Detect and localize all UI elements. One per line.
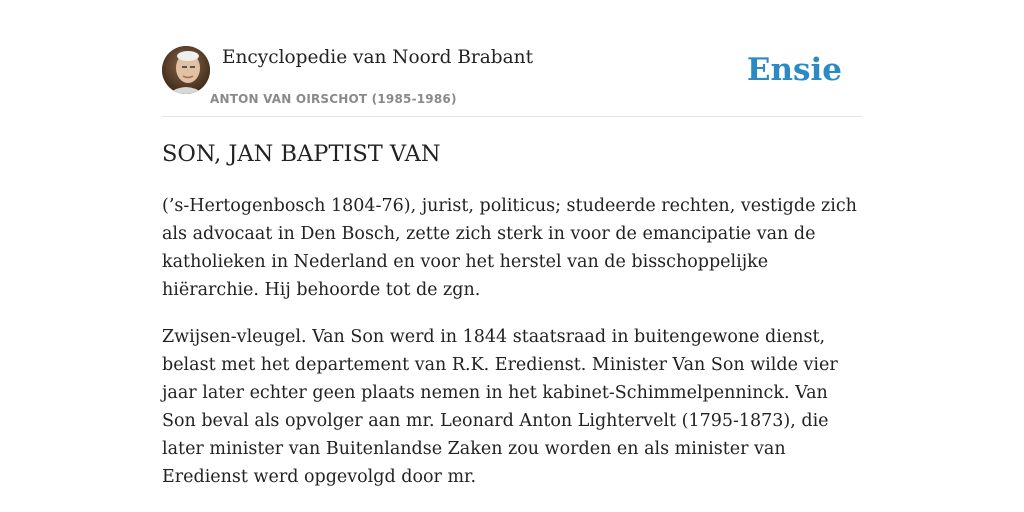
author-name[interactable]: ANTON VAN OIRSCHOT (1985-1986) <box>210 92 457 106</box>
author-avatar[interactable] <box>162 46 210 94</box>
article-paragraph: Zwijsen-vleugel. Van Son werd in 1844 staatsraad in buitengewone dienst, belast met het departement van R.K. Eredienst. Minister Van Son wilde vier jaar later echter geen plaats nemen in het kabinet-Schimmelpenninck. Van Son beval als opvolger aan mr. Leonard Anton Lightervelt (1795-1873), die later minister van Buitenlandse Zaken zou worden en als minister van Eredienst werd opgevolgd door mr. <box>162 327 838 487</box>
article-body <box>162 192 862 510</box>
article-title: SON, JAN BAPTIST VAN <box>162 141 441 167</box>
header <box>162 46 862 117</box>
article-paragraph: (’s-Hertogenbosch 1804-76), jurist, politicus; studeerde rechten, vestigde zich als advocaat in Den Bosch, zette zich sterk in voor de emancipatie van de katholieken in Nederland en voor het herstel van de bisschoppelijke hiërarchie. Hij behoorde tot de zgn. <box>162 196 857 300</box>
encyclopedia-title[interactable]: Encyclopedie van Noord Brabant <box>222 47 534 68</box>
brand-logo[interactable]: Ensie <box>746 52 842 88</box>
avatar-photo <box>162 46 210 94</box>
